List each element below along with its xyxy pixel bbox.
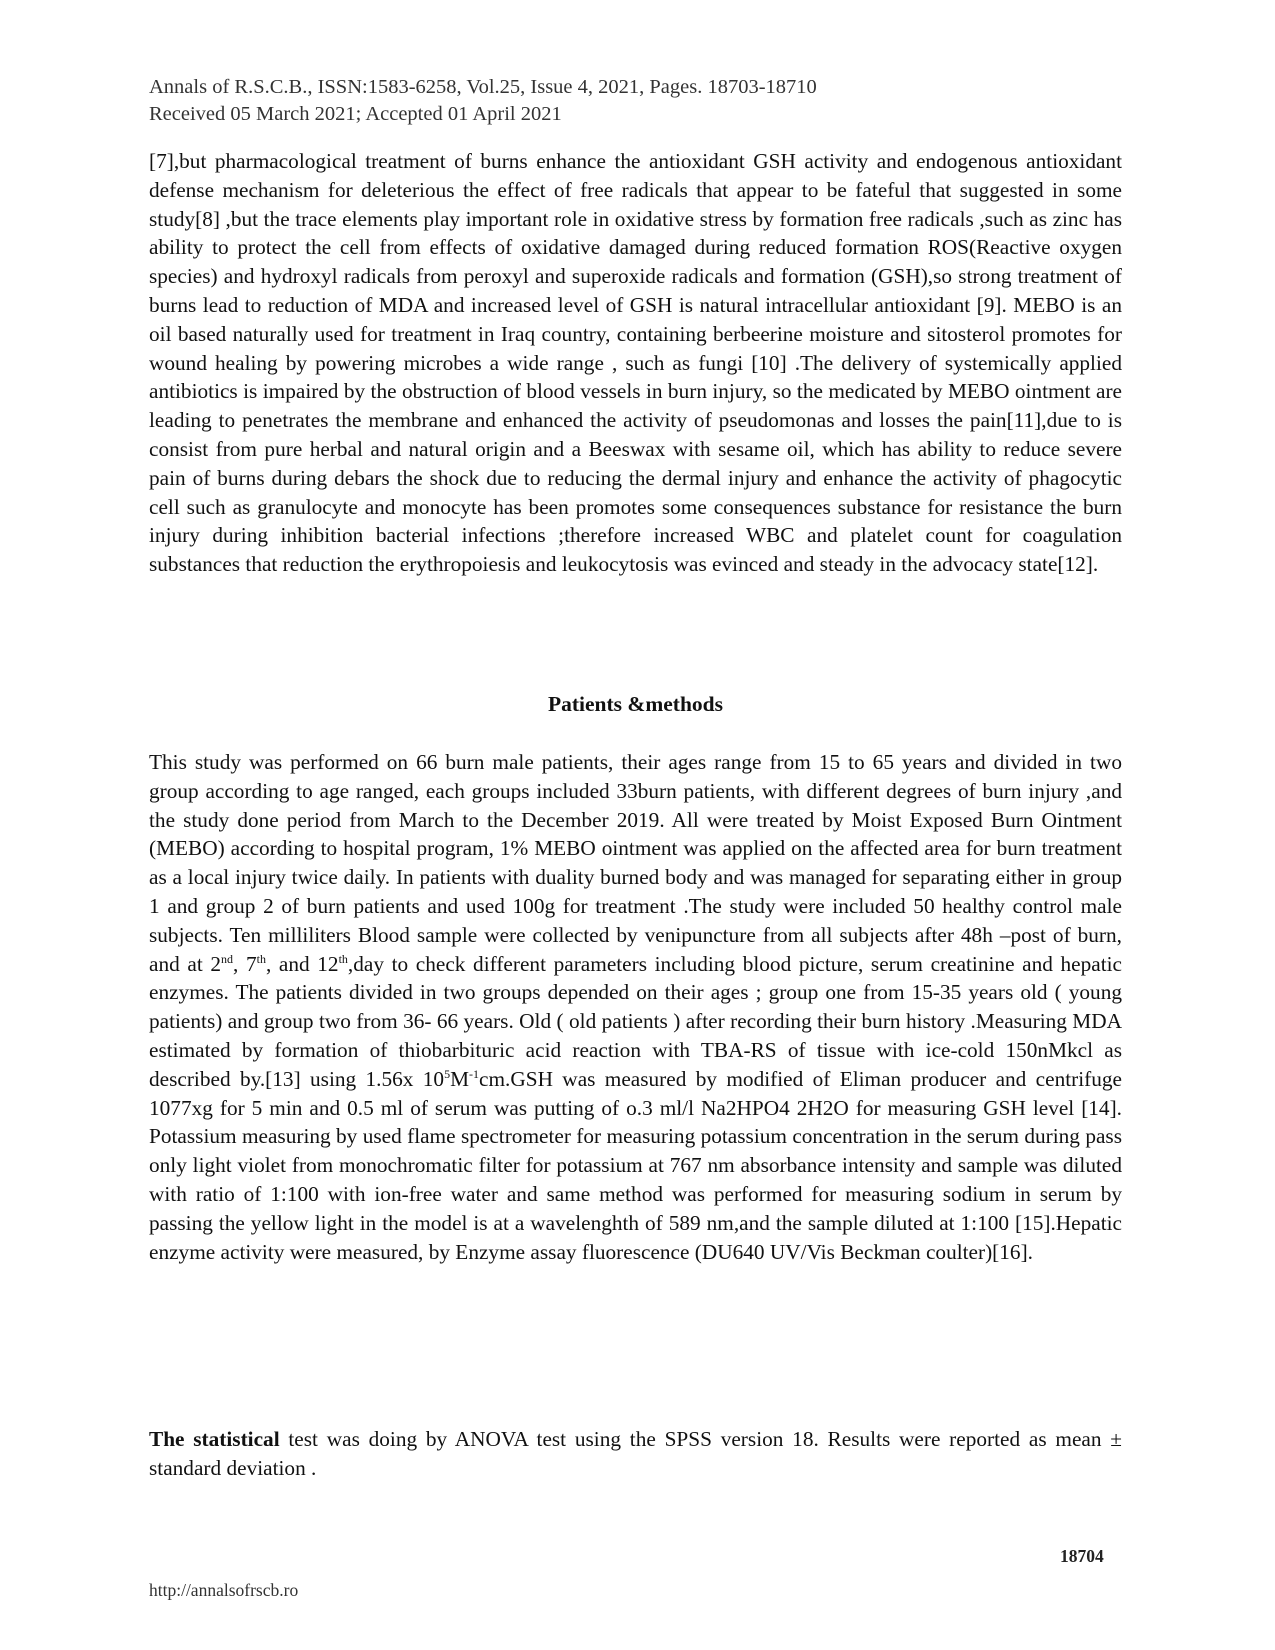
superscript-exponent-minus-1: -1: [469, 1066, 480, 1081]
statistics-bold-lead: The statistical: [149, 1427, 280, 1451]
section-heading: Patients &methods: [548, 692, 723, 716]
footer-url: http://annalsofrscb.ro: [149, 1580, 299, 1600]
methods-text-4: ,day to check different parameters including blood picture, serum creatinine and hepatic enzymes. The patients divided in two groups depended on their ages ; group one from 15-35 years old ( young patients) and group two from 36- 66 years. Old ( old patients ) after recording their burn history .Measuring MDA estimated by formation of thiobarbituric acid reaction with TBA-RS of tissue with ice-cold 150nMkcl as described by.[13] using 1.56x 10: [149, 951, 1122, 1091]
methods-text-5: M: [450, 1066, 470, 1091]
body-paragraph-intro: [7],but pharmacological treatment of burns enhance the antioxidant GSH activity and endogenous antioxidant defense mechanism for deleterious the effect of free radicals that appear to be fateful that suggested in some study[8] ,but the trace elements play important role in oxidative stress by formation free radicals ,such as zinc has ability to protect the cell from effects of oxidative damaged during reduced formation ROS(Reactive oxygen species) and hydroxyl radicals from peroxyl and superoxide radicals and formation (GSH),so strong treatment of burns lead to reduction of MDA and increased level of GSH is natural intracellular antioxidant [9]. MEBO is an oil based naturally used for treatment in Iraq country, containing berbeerine moisture and sitosterol promotes for wound healing by powering microbes a wide range , such as fungi [10] .The delivery of systemically applied antibiotics is impaired by the obstruction of blood vessels in burn injury, so the medicated by MEBO ointment are leading to penetrates the membrane and enhanced the activity of pseudomonas and losses the pain[11],due to is consist from pure herbal and natural origin and a Beeswax with sesame oil, which has ability to reduce severe pain of burns during debars the shock due to reducing the dermal injury and enhance the activity of phagocytic cell such as granulocyte and monocyte has been promotes some consequences substance for resistance the burn injury during inhibition bacterial infections ;therefore increased WBC and platelet count for coagulation substances that reduction the erythropoiesis and leukocytosis was evinced and steady in the advocacy state[12].: [149, 149, 1122, 577]
superscript-exponent-5: 5: [444, 1066, 451, 1081]
methods-text-3: , and 12: [265, 951, 339, 976]
page-number: 18704: [1060, 1546, 1104, 1566]
superscript-nd: nd: [221, 951, 234, 966]
superscript-th-2: th: [338, 951, 348, 966]
body-paragraph-methods: [149, 748, 1122, 1266]
methods-text-1: This study was performed on 66 burn male patients, their ages range from 15 to 65 years and divided in two group according to age ranged, each groups included 33burn patients, with different degrees of burn injury ,and the study done period from March to the December 2019. All were treated by Moist Exposed Burn Ointment (MEBO) according to hospital program, 1% MEBO ointment was applied on the affected area for burn treatment as a local injury twice daily. In patients with duality burned body and was managed for separating either in group 1 and group 2 of burn patients and used 100g for treatment .The study were included 50 healthy control male subjects. Ten milliliters Blood sample were collected by venipuncture from all subjects after 48h –post of burn, and at 2: [149, 750, 1122, 976]
statistics-text: test was doing by ANOVA test using the SPSS version 18. Results were reported as mean ± standard deviation .: [149, 1427, 1122, 1480]
superscript-th-1: th: [256, 951, 266, 966]
received-accepted-line: Received 05 March 2021; Accepted 01 April 2021: [149, 103, 562, 125]
methods-text-6: cm.GSH was measured by modified of Eliman producer and centrifuge 1077xg for 5 min and 0.5 ml of serum was putting of o.3 ml/l Na2HPO4 2H2O for measuring GSH level [14]. Potassium measuring by used flame spectrometer for measuring potassium concentration in the serum during pass only light violet from monochromatic filter for potassium at 767 nm absorbance intensity and sample was diluted with ratio of 1:100 with ion-free water and same method was performed for measuring sodium in serum by passing the yellow light in the model is at a wavelenghth of 589 nm,and the sample diluted at 1:100 [15].Hepatic enzyme activity were measured, by Enzyme assay fluorescence (DU640 UV/Vis Beckman coulter)[16].: [149, 1066, 1122, 1264]
methods-text-2: , 7: [233, 951, 257, 976]
journal-citation-line: Annals of R.S.C.B., ISSN:1583-6258, Vol.25, Issue 4, 2021, Pages. 18703-18710: [149, 76, 817, 98]
running-header: [149, 74, 1109, 128]
body-paragraph-statistics: [149, 1425, 1122, 1483]
